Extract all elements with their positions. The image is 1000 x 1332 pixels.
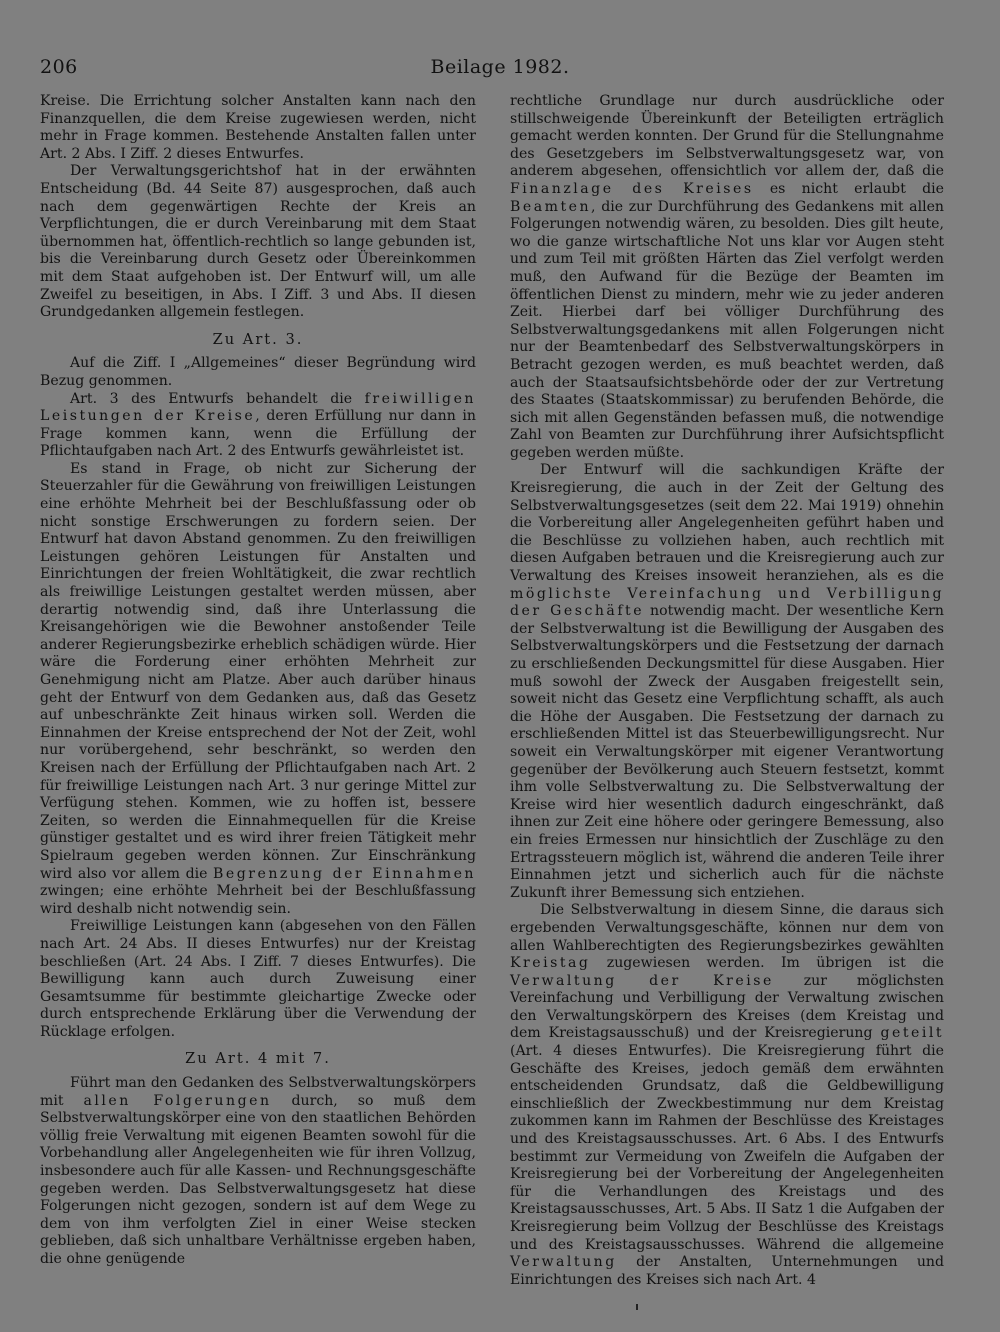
text-run: (Art. 4 dieses Entwurfes). Die Kreisregierung führt die Geschäfte des Kreises, jedoch gemäß dem erwähnten entscheidenden Grundsatz, daß die Geldbewilligung einschließlich der Zweckbestimmung nur dem Kreistag zukommen kann im Rahmen der Beschlüsse des Kreistages und des Kreistagsausschusses. Art. 6 Abs. I des Entwurfs bestimmt zur Vermeidung von Zweifeln die Aufgaben der Kreisregierung bei der Vorbereitung der Angelegenheiten für die Verhandlungen des Kreistags und des Kreistagsausschusses, Art. 5 Abs. II Satz 1 die Aufgaben der Kreisregierung beim Vollzug der Beschlüsse des Kreistags und des Kreistagsausschusses. Während die allgemeine <box>510 1043 944 1253</box>
spaced-emphasis: Verwaltung der Kreise <box>510 972 774 989</box>
text-run: zur möglichsten Vereinfachung und Verbilligung der Verwaltung zwischen den Verwaltungskörpern des Kreises (dem Kreistag und dem Kreistagsausschuß) und der Kreisregierung <box>510 972 944 1042</box>
text-run: zugewiesen werden. Im übrigen ist die <box>590 955 944 972</box>
section-heading: Zu Art. 4 mit 7. <box>185 1050 331 1068</box>
text-run: , deren Erfüllung nur dann in Frage kommen kann, wenn die Erfüllung der Pflichtaufgaben nach Art. 2 des Entwurfs gewährleistet ist. <box>40 408 476 460</box>
paragraph <box>510 93 944 462</box>
text-run: Die Selbstverwaltung in diesem Sinne, die daraus sich ergebenden Verwaltungsgeschäfte, können nur dem von allen Wahlberechtigten des Regierungsbezirkes gewählten <box>510 902 944 954</box>
text-run: Der Entwurf will die sachkundigen Kräfte der Kreisregierung, die auch in der Zeit der Geltung des Selbstverwaltungsgesetzes (seit dem 22. Mai 1919) ohnehin die Vorbereitung aller Angelegenheiten geführt haben und die Beschlüsse zu vollziehen haben, auch rechtlich mit diesen Aufgaben betrauen und die Kreisregierung auch zur Verwaltung des Kreises insoweit heranziehen, als es die <box>510 462 944 585</box>
paragraph: Auf die Ziff. I „Allgemeines“ dieser Begründung wird Bezug genommen. <box>40 355 476 389</box>
text-run: der Anstalten, Unternehmungen und Einrichtungen des Kreises sich nach Art. 4 <box>510 1254 944 1288</box>
paragraph <box>40 1075 476 1269</box>
paragraph: Der Verwaltungsgerichtshof hat in der erwähnten Entscheidung (Bd. 44 Seite 87) ausgesprochen, daß auch nach dem gegenwärtigen Rechte der Kreis an Verpflichtungen, die er durch Vereinbarung mit dem Staat übernommen hat, öffentlich-rechtlich so lange gebunden ist, bis die Vereinbarung durch Gesetz oder Übereinkommen mit dem Staat aufgehoben ist. Der Entwurf will, um alle Zweifel zu beseitigen, in Abs. I Ziff. 3 und Abs. II diesen Grundgedanken allgemein festlegen. <box>40 163 476 321</box>
spaced-emphasis: allen Folgerungen <box>83 1092 272 1109</box>
text-run: rechtliche Grundlage nur durch ausdrückliche oder stillschweigende Übereinkunft der Beteiligten erträglich gemacht werden konnten. Der Grund für die Stellungnahme des Gesetzgebers im Selbstverwaltungsgesetz war, von anderem abgesehen, offensichtlich vor allem der, daß die <box>510 93 944 180</box>
spaced-emphasis: Begrenzung der Einnahmen <box>213 865 476 882</box>
paragraph <box>40 391 476 461</box>
text-run: zwingen; eine erhöhte Mehrheit bei der Beschlußfassung wird deshalb nicht notwendig sein. <box>40 883 476 917</box>
spaced-emphasis: freiwilligen Leistungen der Kreise <box>40 390 476 425</box>
spaced-emphasis: geteilt <box>880 1025 944 1042</box>
right-column <box>510 93 944 1289</box>
text-run: Es stand in Frage, ob nicht zur Sicherung der Steuerzahler für die Gewährung von freiwilligen Leistungen eine erhöhte Mehrheit bei der Beschlußfassung oder ob nicht sonstige Erschwerungen zu fordern seien. Der Entwurf hat davon Abstand genommen. Zu den freiwilligen Leistungen gehören Leistungen für Anstalten und Einrichtungen der freien Wohltätigkeit, die zwar rechtlich als freiwillige Leistungen gestaltet werden müssen, aber derartig notwendig sind, daß ihre Unterlassung die Kreisangehörigen wie die Bewohner anstoßender Teile anderer Regierungsbezirke erheblich schädigen würde. Hier wäre die Forderung einer erhöhten Mehrheit zur Genehmigung nicht am Platze. Aber auch darüber hinaus geht der Entwurf von dem Gedanken aus, daß das Gesetz auf unbeschränkte Zeit hinaus wirken soll. Werden die Einnahmen der Kreise entsprechend der Not der Zeit, wohl nur vorübergehend, sehr beschränkt, so werden den Kreisen nach der Erfüllung der Pflichtaufgaben nach Art. 2 für freiwillige Leistungen nach Art. 3 nur geringe Mittel zur Verfügung stehen. Kommen, wie zu hoffen ist, bessere Zeiten, so werden die Einnahmequellen für die Kreise günstiger gestaltet und es wird ihrer freien Tätigkeit mehr Spielraum gegeben werden können. Zur Einschränkung wird also vor allem die <box>40 460 476 882</box>
paragraph <box>510 902 944 1289</box>
paragraph: Kreise. Die Errichtung solcher Anstalten kann nach den Finanzquellen, die dem Kreise zugewiesen werden, nicht mehr in Frage kommen. Bestehende Anstalten fallen unter Art. 2 Abs. I Ziff. 2 dieses Entwurfes. <box>40 93 476 162</box>
text-run: notwendig macht. Der wesentliche Kern der Selbstverwaltung ist die Bewilligung der Ausgaben des Selbstverwaltungskörpers und die Festsetzung der darnach zu erschließenden Deckungsmittel für diese Ausgaben. Hier muß sowohl der Zweck der Ausgaben freigestellt sein, soweit nicht das Gesetz eine Verpflichtung schafft, als auch die Höhe der Ausgaben. Die Festsetzung der darnach zu erschließenden Mittel ist das Steuerbewilligungsrecht. Nur soweit ein Verwaltungskörper mit eigener Verantwortung gegenüber der Bevölkerung auch Steuern festsetzt, kommt ihm volle Selbstverwaltung zu. Die Selbstverwaltung der Kreise wird hier wesentlich dadurch eingeschränkt, daß ihnen zur Zeit eine höhere oder geringere Bemessung, also ein freies Ermessen nur hinsichtlich der Zuschläge zu den Ertragssteuern möglich ist, während die anderen Teile ihrer Einnahmen jetzt und sicherlich auch für die nächste Zukunft ihrer Bemessung sich entziehen. <box>510 603 944 901</box>
text-run: Führt man den Gedanken des Selbstverwaltungskörpers mit <box>40 1075 476 1109</box>
text-run: , die zur Durchführung des Gedankens mit allen Folgerungen notwendig wären, zu besolden. Dies gilt heute, wo die ganze wirtschaftliche Not uns klar vor Augen steht und zum Teil mit größten Härten das Ziel verfolgt werden muß, den Aufwand für die Bezüge der Beamten im öffentlichen Dienst zu mindern, mehr wie zu jeder anderen Zeit. Hierbei darf bei völliger Durchführung des Selbstverwaltungsgedankens mit allen Folgerungen nicht nur der Beamtenbedarf des Selbstverwaltungskörpers in Betracht gezogen werden, es muß beachtet werden, daß auch der Staatsaufsichtsbehörde oder der zur Vertretung des Staates (Staatskommissar) zu berufenden Behörde, die sich mit allen Gegenständen befassen muß, die notwendige Zahl von Beamten zur Durchführung ihrer Aufsichtspflicht gegeben werden müßte. <box>510 198 944 461</box>
paragraph <box>40 461 476 918</box>
paragraph: Freiwillige Leistungen kann (abgesehen von den Fällen nach Art. 24 Abs. II dieses Entwurfes) nur der Kreistag beschließen (Art. 24 Abs. I Ziff. 7 dieses Entwurfes). Die Bewilligung kann auch durch Zuweisung einer Gesamtsumme für bestimmte gleichartige Zwecke oder durch entsprechende Erklärung über die Verwendung der Rücklage erfolgen. <box>40 918 476 1040</box>
spaced-emphasis: Verwaltung <box>510 1254 617 1271</box>
page-number: 206 <box>40 56 78 78</box>
spaced-emphasis: Finanzlage des Kreises <box>510 180 754 197</box>
left-column <box>40 93 476 1269</box>
print-speck <box>636 1304 638 1310</box>
text-run: es nicht erlaubt die <box>753 180 944 197</box>
spaced-emphasis: Beamten <box>510 198 592 215</box>
text-run: Art. 3 des Entwurfs behandelt die <box>70 390 365 407</box>
running-title: Beilage 1982. <box>430 56 570 78</box>
text-run: durch, so muß dem Selbstverwaltungskörper eine von den staatlichen Behörden völlig freie Verwaltung mit eigenen Beamten sowohl für die Vorbehandlung aller Angelegenheiten wie für ihren Vollzug, insbesondere auch für alle Kassen- und Rechnungsgeschäfte gegeben werden. Das Selbstverwaltungsgesetz hat diese Folgerungen nicht gezogen, sondern ist auf dem Wege zu dem von ihm verfolgten Ziel in einer Weise stecken geblieben, daß sich unhaltbare Verhältnisse ergeben haben, die ohne genügende <box>40 1092 477 1267</box>
section-heading: Zu Art. 3. <box>212 330 304 348</box>
spaced-emphasis: Kreistag <box>510 955 591 972</box>
paragraph <box>510 462 944 902</box>
spaced-emphasis: möglichste Vereinfachung und Verbilligung der Geschäfte <box>510 585 944 620</box>
